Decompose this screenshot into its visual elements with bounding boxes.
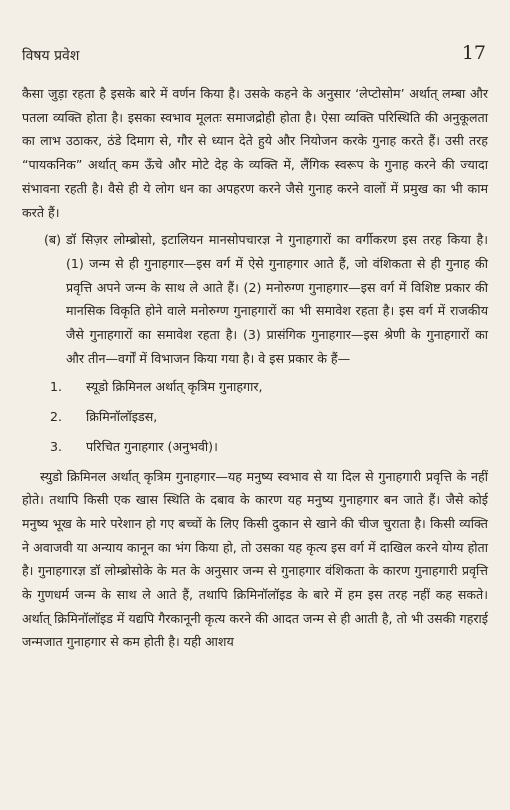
page-number: 17 bbox=[461, 42, 486, 64]
list-item-number: 1. bbox=[50, 379, 63, 395]
list-item-text: क्रिमिनॉलॉइडस, bbox=[86, 409, 158, 425]
page-body bbox=[22, 82, 488, 654]
list-item-text: स्यूडो क्रिमिनल अर्थात् कृत्रिम गुनाहगार, bbox=[86, 379, 263, 395]
list-item bbox=[22, 435, 488, 459]
running-header bbox=[22, 44, 486, 70]
list-item-text: परिचित गुनाहगार (अनुभवी)। bbox=[86, 438, 218, 454]
section-b-text: डॉ सिज़र लोम्ब्रोसो, इटालियन मानसोपचारज्ञ ने गुनाहगारों का वर्गीकरण इस तरह किया है। (1) जन्म से ही गुनाहगार—इस वर्ग में ऐसे गुनाहगार आते हैं, जो वंशिकता से ही गुनाह की प्रवृत्ति अपने जन्म के साथ ले आते हैं। (2) मनोरुग्ण गुनाहगार—इस वर्ग में विशिष्ट प्रकार की मानसिक विकृति होने वाले मनोरुग्ण गुनाहगारों का भी समावेश रहता है। इस वर्ग में राजकीय जैसे गुनाहगारों का समावेश रहता है। (3) प्रासंगिक गुनाहगार—इस श्रेणी के गुनाहगारों का और तीन—वर्गों में विभाजन किया गया है। वे इस प्रकार के हैं— bbox=[66, 232, 488, 366]
chapter-title: विषय प्रवेश bbox=[22, 48, 80, 64]
list-item-number: 3. bbox=[50, 438, 63, 454]
paragraph-intro: कैसा जुड़ा रहता है इसके बारे में वर्णन किया है। उसके कहने के अनुसार ‘लेप्टोसोम’ अर्थात् लम्बा और पतला व्यक्ति होता है। इसका स्वभाव मूलतः समाजद्रोही होता है। ऐसा व्यक्ति परिस्थिति की अनुकूलता का लाभ उठाकर, ठंडे दिमाग से, गौर से ध्यान देते हुये और नियोजन करके गुनाह करते हैं। उसी तरह “पायकनिक” अर्थात् कम ऊँचे और मोटे देह के व्यक्ति में, लैंगिक स्वरूप के गुनाह करने की ज्यादा संभावना रहती है। वैसे ही ये लोग धन का अपहरण करने जैसे गुनाह करने वालों में प्रमुख का भी काम करते हैं। bbox=[22, 86, 488, 220]
list-item bbox=[22, 405, 488, 429]
section-b bbox=[22, 228, 488, 370]
list-item bbox=[22, 375, 488, 399]
paragraph-pseudo-criminal: स्युडो क्रिमिनल अर्थात् कृत्रिम गुनाहगार—यह मनुष्य स्वभाव से या दिल से गुनाहगारी प्रवृत्ति के नहीं होते। तथापि किसी एक खास स्थिति के दबाव के कारण यह मनुष्य गुनाहगार बन जाते हैं। जैसे कोई मनुष्य भूख के मारे परेशान हो गए बच्चों के लिए किसी दुकान से खाने की चीज चुराता है। किसी व्यक्ति ने अवाजवी या अन्याय कानून का भंग किया हो, तो उसका यह कृत्य इस वर्ग में दाखिल करने योग्य होता है। गुनाहगारज्ञ डॉ लोम्ब्रोसोके के मत के अनुसार जन्म से गुनाहगार वंशिकता के कारण गुनाहगारी प्रवृत्ति के गुणधर्म जन्म के साथ ले आते हैं, तथापि क्रिमिनॉलॉइड के बारे में हम इस तरह नहीं कह सकते। अर्थात् क्रिमिनॉलॉइड में यद्यपि गैरकानूनी कृत्य करने की आदत जन्म से ही आती है, तो भी उसकी गहराई जन्मजात गुनाहगार से कम होती है। यही आशय bbox=[22, 468, 488, 650]
list-item-number: 2. bbox=[50, 409, 63, 425]
section-b-marker: (ब) bbox=[44, 232, 62, 248]
